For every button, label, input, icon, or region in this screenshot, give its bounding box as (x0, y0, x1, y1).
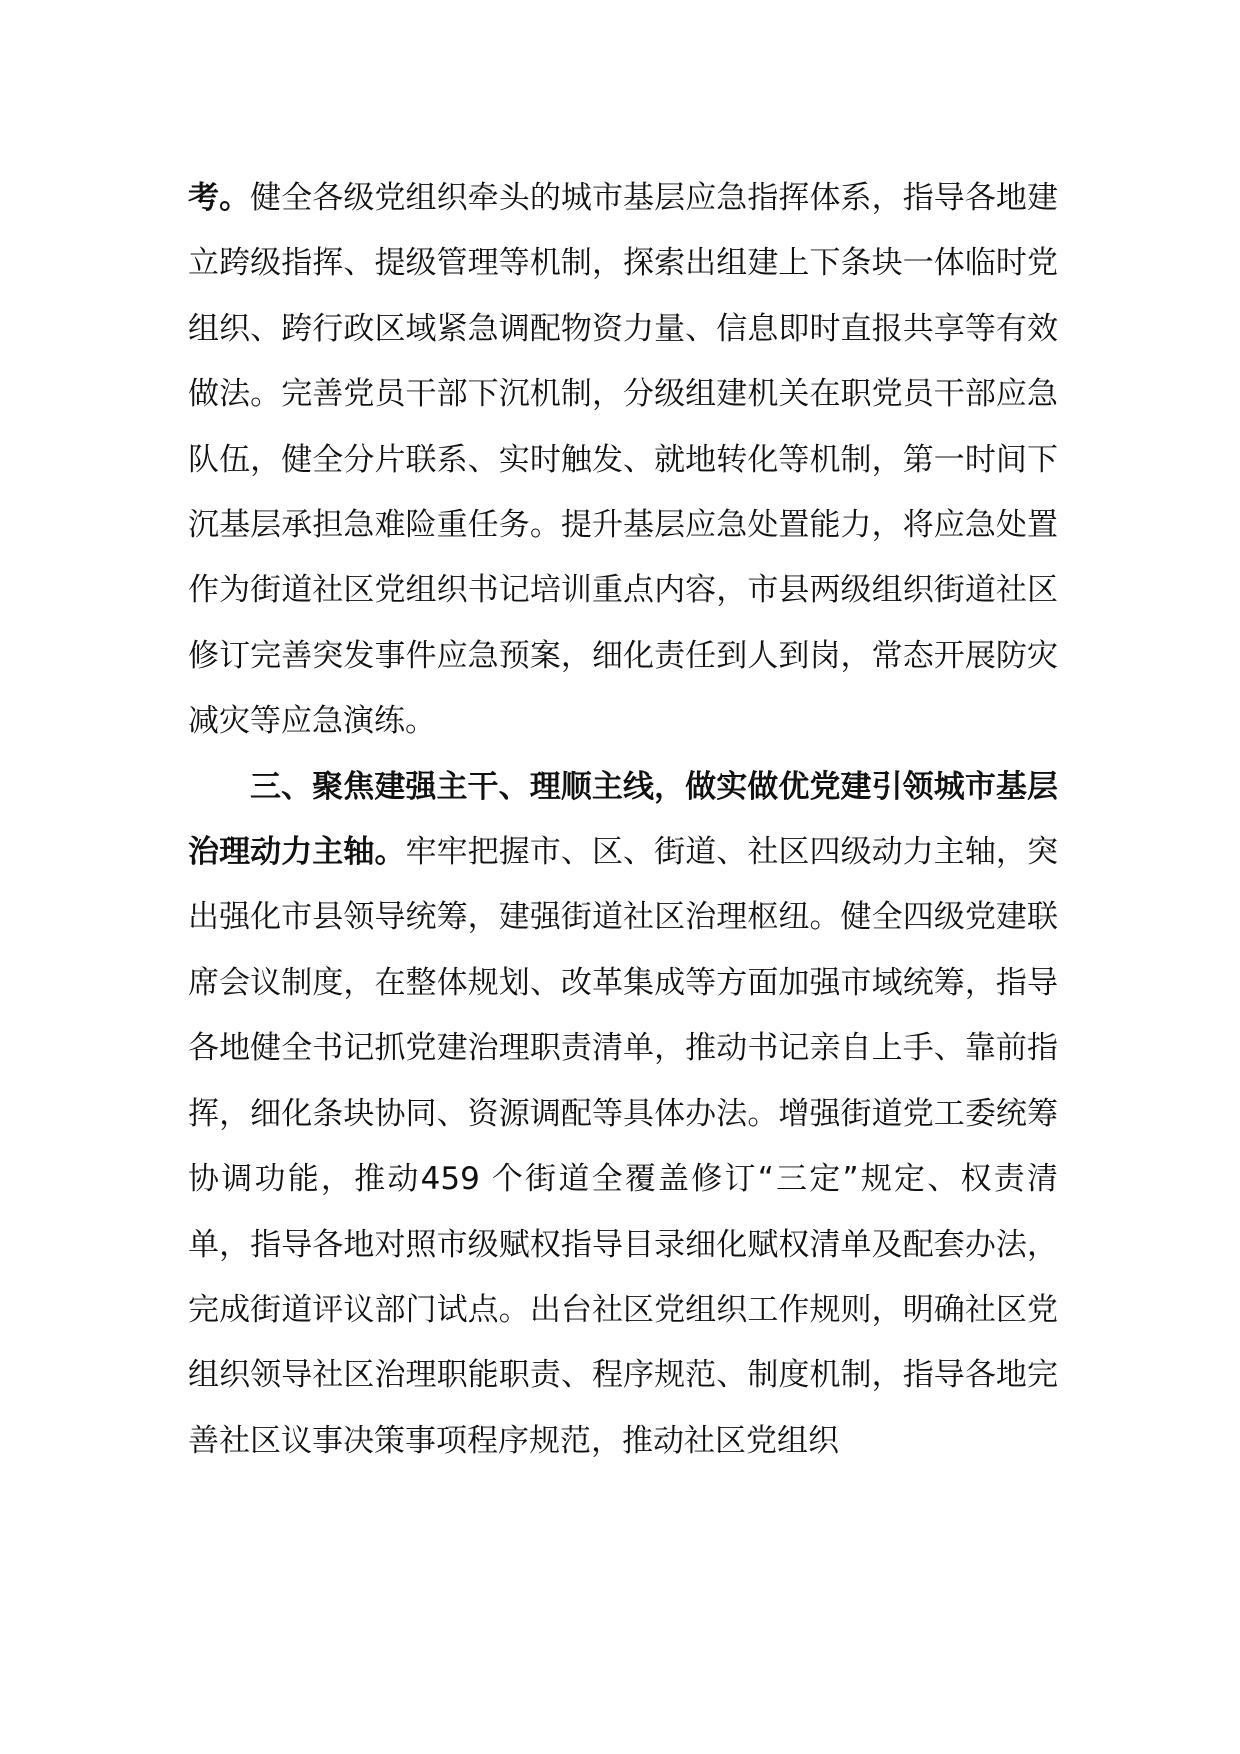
paragraph-text: 牢牢把握市、区、街道、社区四级动力主轴，突出强化市县领导统筹，建强街道社区治理枢纽。健全四级党建联席会议制度，在整体规划、改革集成等方面加强市域统筹，指导各地健全书记抓党建治理职责清单，推动书记亲自上手、靠前指挥，细化条块协同、资源调配等具体办法。增强街道党工委统筹协调功能，推动459 个街道全覆盖修订“三定”规定、权责清单，指导各地对照市级赋权指导目录细化赋权清单及配套办法，完成街道评议部门试点。出台社区党组织工作规则，明确社区党组织领导社区治理职能职责、程序规范、制度机制，指导各地完善社区议事决策事项程序规范，推动社区党组织 (188, 834, 1059, 1459)
paragraph-text: 健全各级党组织牵头的城市基层应急指挥体系，指导各地建立跨级指挥、提级管理等机制，探索出组建上下条块一体临时党组织、跨行政区域紧急调配物资力量、信息即时直报共享等有效做法。完善党员干部下沉机制，分级组建机关在职党员干部应急队伍，健全分片联系、实时触发、就地转化等机制，第一时间下沉基层承担急难险重任务。提升基层应急处置能力，将应急处置作为街道社区党组织书记培训重点内容，市县两级组织街道社区修订完善突发事件应急预案，细化责任到人到岗，常态开展防灾减灾等应急演练。 (188, 180, 1059, 740)
document-body (188, 166, 1058, 1474)
paragraph-section-three (188, 755, 1058, 1474)
paragraph-lead: 考。 (188, 180, 251, 216)
section-heading: 三、聚焦建强主干、理顺主线，做实做优党建引领城市基层治理动力主轴。 (188, 768, 1058, 871)
paragraph-continuation (188, 166, 1058, 755)
